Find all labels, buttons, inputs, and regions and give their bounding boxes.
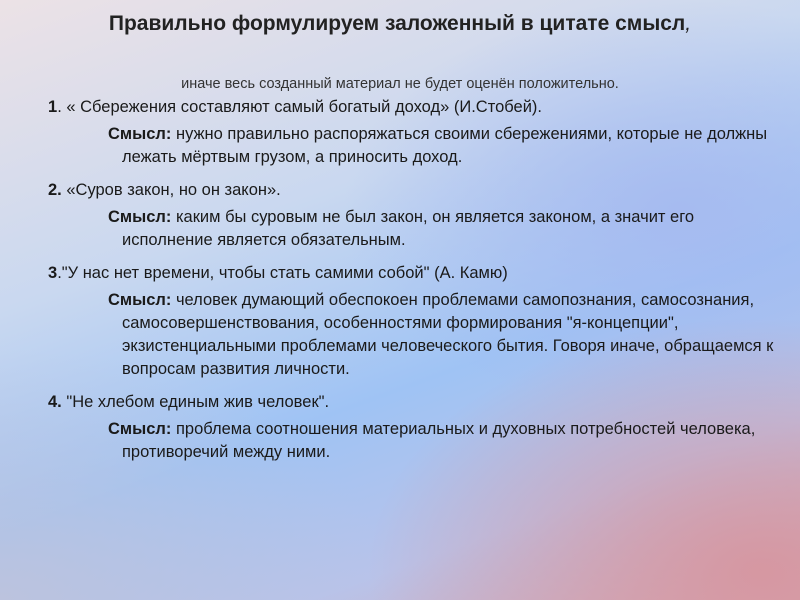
quote-number: 4.: [48, 393, 62, 411]
quote-item: [48, 96, 778, 169]
quote-heading: [48, 391, 778, 414]
quote-text: "Не хлебом единым жив человек".: [61, 393, 330, 411]
meaning-text: проблема соотношения материальных и духовных потребностей человека, противоречий между ними.: [122, 420, 756, 461]
slide-title: [60, 8, 740, 40]
quote-meaning: [108, 418, 778, 464]
quote-number: 2.: [48, 181, 62, 199]
meaning-label: Смысл:: [108, 125, 172, 143]
quote-item: [48, 262, 778, 381]
quote-heading: [48, 262, 778, 285]
quote-item: [48, 179, 778, 252]
quote-number: 3: [48, 264, 58, 282]
quote-heading: [48, 179, 778, 202]
quote-list: [48, 96, 778, 474]
meaning-text: нужно правильно распоряжаться своими сбережениями, которые не должны лежать мёртвым грузом, а приносить доход.: [122, 125, 768, 166]
quote-item: [48, 391, 778, 464]
quote-text: ."У нас нет времени, чтобы стать самими собой" (А. Камю): [57, 264, 508, 282]
slide-title-text: Правильно формулируем заложенный в цитате смысл: [108, 12, 686, 35]
quote-meaning: [108, 289, 778, 381]
slide-subtitle: иначе весь созданный материал не будет оценён положительно.: [181, 76, 619, 92]
quote-number: 1: [48, 98, 58, 116]
quote-text: «Суров закон, но он закон».: [61, 181, 281, 199]
quote-meaning: [108, 123, 778, 169]
quote-text: . « Сбережения составляют самый богатый доход» (И.Стобей).: [57, 98, 542, 116]
slide-title-comma: ,: [685, 12, 692, 35]
meaning-text: каким бы суровым не был закон, он является законом, а значит его исполнение является обязательным.: [122, 208, 695, 249]
quote-heading: [48, 96, 778, 119]
meaning-text: человек думающий обеспокоен проблемами самопознания, самосознания, самосовершенствования, особенностями формирования "я-концепции", экзистенциальными проблемами человеческого бытия. Говоря иначе, обращаемся к вопросам развития личности.: [122, 291, 774, 378]
meaning-label: Смысл:: [108, 291, 172, 309]
meaning-label: Смысл:: [108, 208, 172, 226]
quote-meaning: [108, 206, 778, 252]
meaning-label: Смысл:: [108, 420, 172, 438]
